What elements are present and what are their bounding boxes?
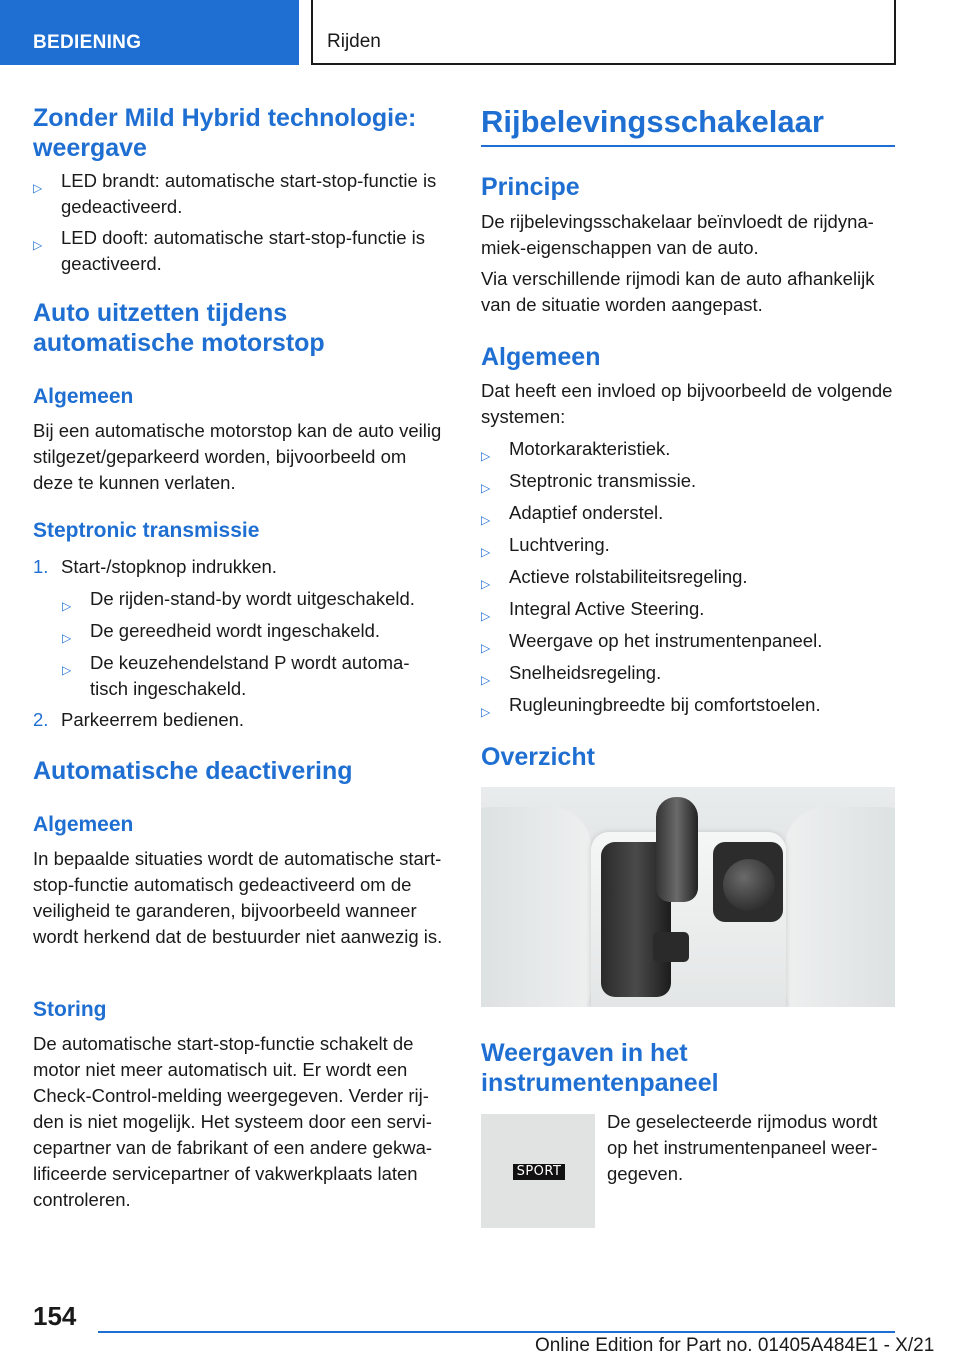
heading-storing: Storing: [33, 998, 107, 1021]
list-item: 2. Parkeerrem bedienen.: [61, 707, 451, 733]
triangle-bullet-icon: ▷: [481, 513, 491, 527]
list-item: 1. Start-/stopknop indrukken.: [61, 554, 451, 580]
idrive-controller-knob: [723, 859, 775, 911]
heading-automatische-deactivering: Automatische deactivering: [33, 757, 353, 785]
heading-algemeen: Algemeen: [33, 385, 134, 408]
list-item: ▷ LED brandt: automatische start-stop-functie is gedeactiveerd.: [33, 170, 437, 217]
heading-algemeen: Algemeen: [33, 813, 134, 836]
footer-edition: Online Edition for Part no. 01405A484E1 - X/21: [535, 1335, 935, 1356]
list-item: ▷ De rijden-stand-by wordt uitgeschakeld.: [90, 586, 450, 612]
paragraph-algemeen: Bij een automatische motorstop kan de auto veilig stilgezet/geparkeerd worden, bijvoorbeeld om deze te kunnen verlaten.: [33, 420, 442, 493]
triangle-bullet-icon: ▷: [33, 238, 43, 252]
section-tab[interactable]: BEDIENING: [0, 0, 299, 65]
list-item: ▷ Snelheidsregeling.: [509, 660, 895, 686]
step-number: 2.: [33, 709, 49, 730]
list-item: ▷ Adaptief onderstel.: [509, 500, 895, 526]
triangle-bullet-icon: ▷: [481, 481, 491, 495]
list-item: ▷ Integral Active Steering.: [509, 596, 895, 622]
heading-zonder-mild-hybrid: Zonder Mild Hybrid technologie: weergave: [33, 104, 417, 162]
chapter-title: Rijden: [311, 0, 896, 65]
triangle-bullet-icon: ▷: [481, 609, 491, 623]
triangle-bullet-icon: ▷: [62, 663, 72, 677]
instrument-display-image: [481, 1114, 595, 1228]
list-item: ▷ LED dooft: automatische start-stop-functie is geactiveerd.: [33, 227, 426, 274]
list-item: ▷ Steptronic transmissie.: [509, 468, 895, 494]
heading-rijbelevingsschakelaar: Rijbelevingsschakelaar: [481, 104, 824, 139]
triangle-bullet-icon: ▷: [481, 673, 491, 687]
paragraph-principe: De rijbelevingsschakelaar beïnvloedt de rijdynamiek-eigenschappen van de auto.: [481, 211, 874, 258]
paragraph-algemeen: Dat heeft een invloed op bijvoorbeeld de volgende systemen:: [481, 380, 893, 427]
heading-rule: [481, 145, 895, 147]
heading-algemeen: Algemeen: [481, 343, 601, 371]
parking-brake-switch: [653, 932, 689, 962]
list-item: ▷ De gereedheid wordt ingeschakeld.: [90, 618, 450, 644]
list-item: ▷ De keuzehendelstand P wordt automatisch ingeschakeld.: [62, 652, 410, 699]
page-number: 154: [33, 1301, 77, 1331]
heading-steptronic: Steptronic transmissie: [33, 519, 260, 542]
triangle-bullet-icon: ▷: [481, 449, 491, 463]
triangle-bullet-icon: ▷: [33, 181, 43, 195]
step-number: 1.: [33, 556, 49, 577]
list-item: ▷ Luchtvering.: [509, 532, 895, 558]
center-console-photo: [481, 787, 895, 1007]
triangle-bullet-icon: ▷: [62, 599, 72, 613]
heading-overzicht: Overzicht: [481, 743, 595, 771]
heading-weergaven: Weergaven in het instrumentenpaneel: [481, 1039, 719, 1097]
triangle-bullet-icon: ▷: [481, 545, 491, 559]
gear-selector-lever: [656, 797, 698, 902]
paragraph-principe: Via verschillende rijmodi kan de auto afhankelijk van de situatie worden aangepast.: [481, 268, 875, 315]
triangle-bullet-icon: ▷: [481, 705, 491, 719]
seat-right: [785, 807, 895, 1007]
list-item: ▷ Rugleuningbreedte bij comfortstoelen.: [509, 692, 895, 718]
triangle-bullet-icon: ▷: [481, 641, 491, 655]
list-item: ▷ Motorkarakteristiek.: [509, 436, 895, 462]
seat-left: [481, 807, 591, 1007]
paragraph-weergaven: De geselecteerde rijmodus wordt op het instrumentenpaneel weergegeven.: [607, 1111, 878, 1184]
list-item: ▷ Actieve rolstabiliteitsregeling.: [509, 564, 895, 590]
triangle-bullet-icon: ▷: [62, 631, 72, 645]
list-item: ▷ Weergave op het instrumentenpaneel.: [509, 628, 895, 654]
heading-principe: Principe: [481, 173, 580, 201]
paragraph-algemeen: In bepaalde situaties wordt de automatische start-stop-functie automatisch gedeactiveerd om de veiligheid te garanderen, bijvoorbeeld wanneer wordt herkend dat de bestuurder niet aanwezig is.: [33, 848, 443, 947]
footer-rule: [98, 1331, 895, 1333]
triangle-bullet-icon: ▷: [481, 577, 491, 591]
sport-mode-indicator: SPORT: [513, 1164, 565, 1180]
paragraph-storing: De automatische start-stop-functie schakelt de motor niet meer automatisch uit. Er wordt een Check-Control-melding weergegeven. Verder rijden is niet mogelijk. Het systeem door een servicepartner van de fabrikant of een andere gekwalificeerde servicepartner of vakwerkplaats laten controleren.: [33, 1033, 433, 1210]
heading-auto-uitzetten: Auto uitzetten tijdens automatische motorstop: [33, 299, 325, 357]
